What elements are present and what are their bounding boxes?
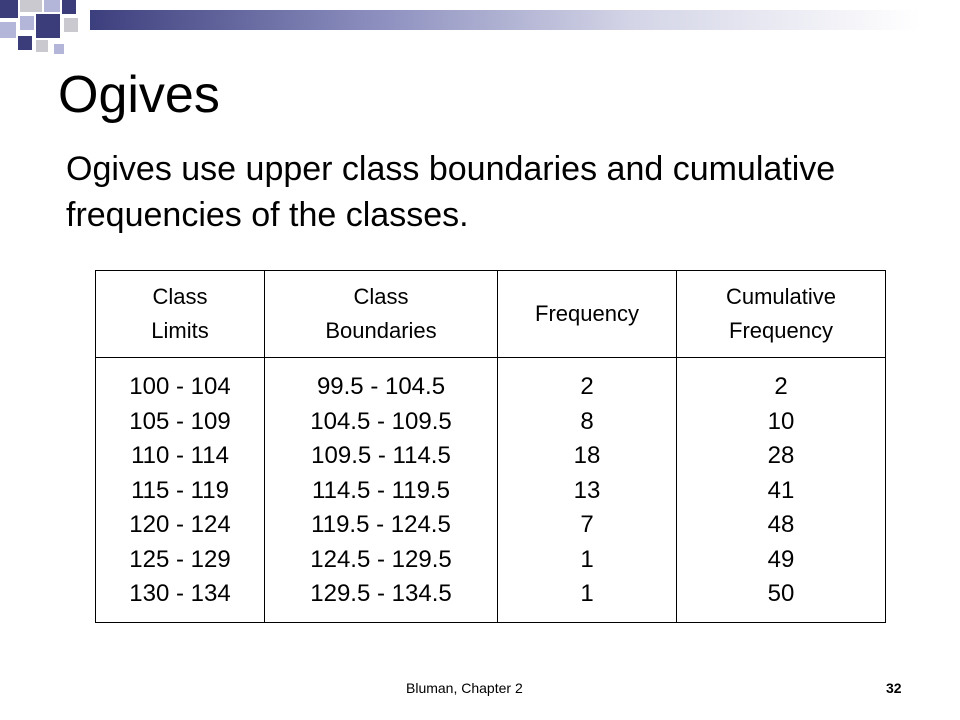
cumulative-frequency-value: 10 — [767, 407, 795, 435]
corner-square — [20, 0, 42, 12]
page-number: 32 — [886, 680, 902, 696]
header-gradient-bar — [90, 10, 920, 30]
header-line: Frequency — [535, 301, 639, 326]
corner-square — [0, 0, 18, 18]
cumulative-frequency-value: 49 — [767, 545, 795, 573]
cumulative-frequency-value: 41 — [767, 476, 795, 504]
header-line: Boundaries — [325, 318, 437, 343]
class-boundary-value: 129.5 - 134.5 — [310, 580, 452, 607]
class-boundary-value: 104.5 - 109.5 — [310, 407, 452, 435]
footer-text: Bluman, Chapter 2 — [406, 680, 523, 696]
header-line: Class — [152, 284, 208, 309]
class-boundary-value: 114.5 - 119.5 — [312, 476, 450, 504]
class-boundary-value: 109.5 - 114.5 — [311, 442, 451, 469]
header-class-limits — [96, 271, 265, 358]
corner-square — [20, 16, 34, 30]
corner-square — [36, 14, 60, 38]
corner-square — [62, 0, 76, 14]
header-cumulative-frequency — [677, 271, 886, 358]
header-line: Class — [353, 284, 409, 309]
header-line: Cumulative — [725, 284, 837, 309]
frequency-cell — [498, 358, 677, 623]
cumulative-frequency-value: 48 — [767, 511, 795, 538]
cumulative-frequency-value: 28 — [767, 442, 795, 469]
frequency-value: 7 — [580, 511, 594, 538]
class-limit-value: 105 - 109 — [129, 407, 231, 435]
header-line: Limits — [151, 318, 209, 343]
header-frequency — [498, 271, 677, 358]
class-limit-value: 130 - 134 — [129, 580, 231, 607]
corner-square — [36, 40, 48, 52]
bullet-text: Ogives use upper class boundaries and cumulative frequencies of the classes. — [66, 150, 836, 234]
class-limit-value: 125 - 129 — [129, 545, 231, 573]
class-boundary-value: 99.5 - 104.5 — [316, 373, 446, 400]
header-line: Frequency — [729, 318, 833, 343]
class-boundary-value: 124.5 - 129.5 — [310, 545, 452, 573]
frequency-value: 13 — [573, 476, 601, 504]
class-boundary-value: 119.5 - 124.5 — [311, 511, 451, 538]
frequency-value: 18 — [573, 442, 601, 469]
frequency-value: 8 — [580, 407, 594, 435]
bullet-item — [40, 146, 900, 238]
corner-square — [44, 0, 60, 12]
frequency-table — [95, 270, 886, 623]
frequency-value: 1 — [580, 580, 594, 607]
cumulative-frequency-value: 2 — [774, 373, 788, 400]
corner-square — [0, 22, 16, 38]
class-limits-cell — [96, 358, 265, 623]
frequency-value: 2 — [580, 373, 594, 400]
class-boundaries-cell — [265, 358, 498, 623]
class-limit-value: 110 - 114 — [131, 442, 229, 469]
corner-square — [64, 18, 78, 32]
frequency-value: 1 — [580, 545, 594, 573]
class-limit-value: 120 - 124 — [129, 511, 231, 538]
slide-title: Ogives — [58, 66, 220, 124]
corner-square — [54, 44, 64, 54]
table-row — [96, 358, 886, 623]
table-header-row — [96, 271, 886, 358]
cumulative-frequency-cell — [677, 358, 886, 623]
header-class-boundaries — [265, 271, 498, 358]
cumulative-frequency-value: 50 — [767, 580, 795, 607]
class-limit-value: 115 - 119 — [131, 476, 229, 504]
class-limit-value: 100 - 104 — [129, 373, 231, 400]
corner-square — [18, 36, 32, 50]
